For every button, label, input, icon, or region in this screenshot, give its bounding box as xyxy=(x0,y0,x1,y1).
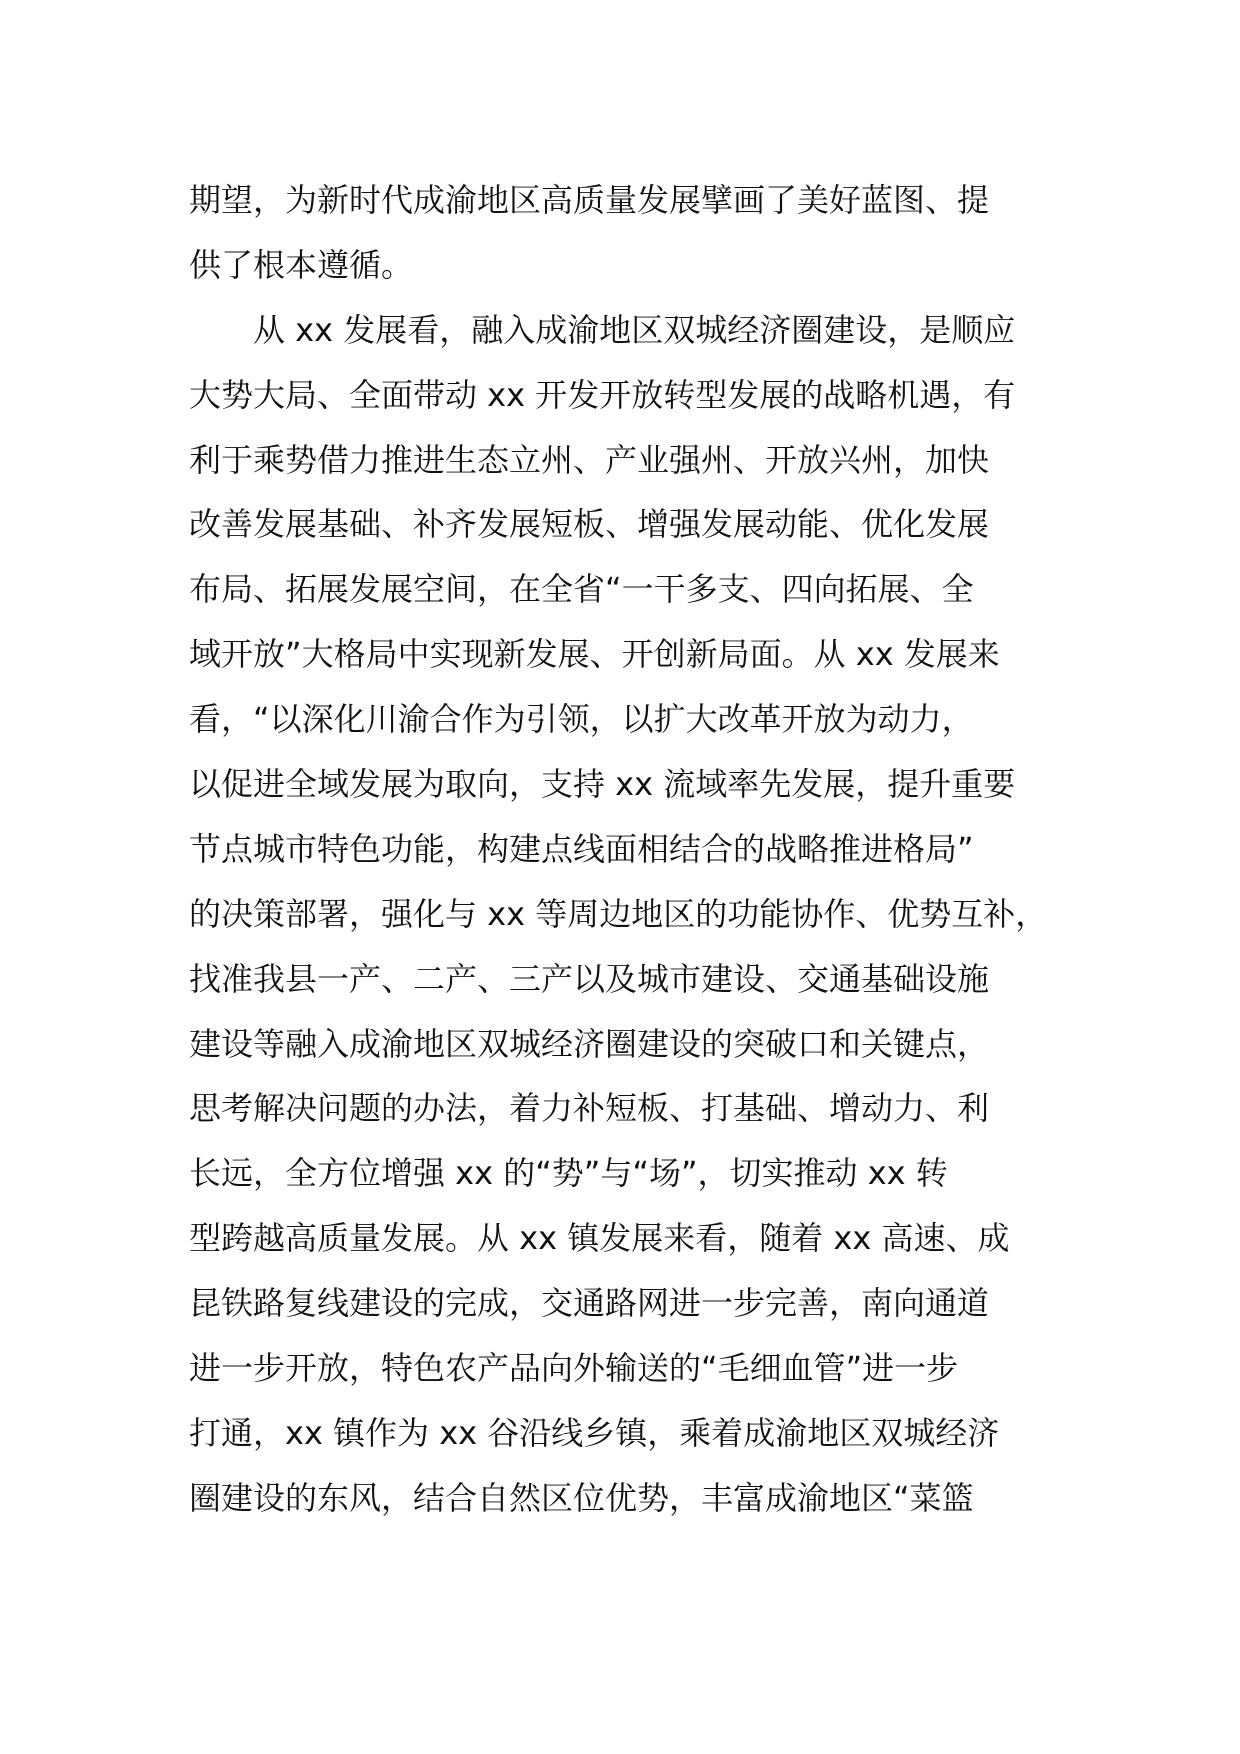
text-line: 长远，全方位增强 xx 的“势”与“场”，切实推动 xx 转 xyxy=(189,1154,948,1193)
text-line: 改善发展基础、补齐发展短板、增强发展动能、优化发展 xyxy=(189,505,990,544)
text-line: 看，“以深化川渝合作为引领，以扩大改革开放为动力， xyxy=(189,700,974,739)
text-line: 找准我县一产、二产、三产以及城市建设、交通基础设施 xyxy=(189,959,990,998)
text-line: 利于乘势借力推进生态立州、产业强州、开放兴州，加快 xyxy=(189,440,990,479)
text-line: 期望，为新时代成渝地区高质量发展擘画了美好蓝图、提 xyxy=(189,181,990,219)
text-line: 昆铁路复线建设的完成，交通路网进一步完善，南向通道 xyxy=(189,1284,990,1323)
text-line: 的决策部署，强化与 xx 等周边地区的功能协作、优势互补， xyxy=(189,894,1048,933)
text-line: 建设等融入成渝地区双城经济圈建设的突破口和关键点， xyxy=(189,1024,990,1063)
text-line: 节点城市特色功能，构建点线面相结合的战略推进格局” xyxy=(189,829,974,868)
text-line: 以促进全域发展为取向，支持 xx 流域率先发展，提升重要 xyxy=(189,765,1016,804)
paragraph-first-line: 从 xx 发展看，融入成渝地区双城经济圈建设，是顺应 xyxy=(253,310,1016,349)
text-line: 打通，xx 镇作为 xx 谷沿线乡镇，乘着成渝地区双城经济 xyxy=(189,1413,1000,1452)
text-line: 圈建设的东风，结合自然区位优势，丰富成渝地区“菜篮 xyxy=(189,1478,974,1517)
text-line: 进一步开放，特色农产品向外输送的“毛细血管”进一步 xyxy=(189,1349,959,1388)
text-line: 布局、拓展发展空间，在全省“一干多支、四向拓展、全 xyxy=(189,570,974,609)
text-line: 域开放”大格局中实现新发展、开创新局面。从 xx 发展来 xyxy=(189,635,1000,674)
text-line: 供了根本遵循。 xyxy=(189,245,414,284)
text-line: 型跨越高质量发展。从 xx 镇发展来看，随着 xx 高速、成 xyxy=(189,1219,1010,1258)
body-text xyxy=(189,168,1089,1531)
text-line: 大势大局、全面带动 xx 开发开放转型发展的战略机遇，有 xyxy=(189,375,1016,414)
text-line: 思考解决问题的办法，着力补短板、打基础、增动力、利 xyxy=(189,1089,990,1128)
